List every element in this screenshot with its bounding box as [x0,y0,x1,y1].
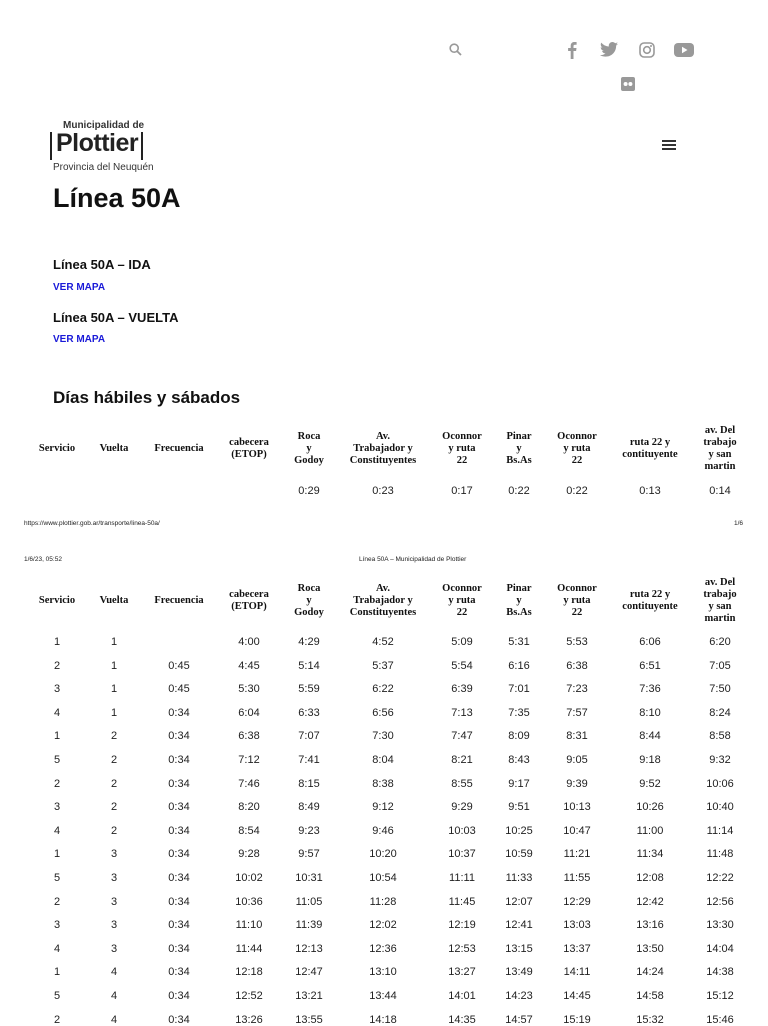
table-row-cell: 11:48 [706,848,734,861]
table-row-cell: 11:00 [636,824,664,837]
table-row-cell: 1 [110,683,118,696]
table-row-cell: 11:21 [563,848,591,861]
table-row-cell: 6:38 [238,730,260,743]
table-top-header-col-5 [350,431,417,467]
table-row-cell: 10:40 [706,801,734,814]
table-row-cell: 10:47 [563,824,591,837]
table-row-cell: 5 [53,754,61,766]
table-row-cell: 3 [53,683,61,696]
table-row-cell: 8:09 [508,730,530,743]
table-row-cell: 14:04 [706,942,734,955]
table-row-cell: 12:29 [563,895,591,908]
table-row-cell: 13:55 [295,1013,323,1026]
table-row-cell: 7:36 [639,683,661,696]
table-row-cell: 4:00 [238,636,260,648]
table-row-cell: 14:18 [369,1013,397,1026]
header-line: Roca [297,583,321,594]
table-row-cell: 11:45 [448,895,476,908]
table-row-cell: 14:23 [505,990,533,1002]
table-row-cell: 4 [53,942,61,955]
header-line: Trabajador y [353,595,413,606]
table-row-cell: 4 [53,706,61,719]
table-row-cell: 0:34 [168,990,190,1002]
header-line: av. Del [704,577,736,588]
table-row-cell: 2 [53,777,61,790]
table-row-cell: 9:32 [709,754,731,766]
table-row-cell: 9:51 [508,801,530,814]
table-row-cell: 8:43 [508,754,530,766]
header-line: y [516,443,522,454]
pdf-header-date: 1/6/23, 05:52 [24,556,62,563]
table-row-cell: 7:47 [451,730,473,743]
header-line: Oconnor [442,583,482,594]
table-row-cell: 2 [110,801,118,814]
table-row-cell: 11:11 [449,872,475,884]
table-row-cell: 1 [53,636,61,648]
table-row-cell: 6:20 [709,636,731,648]
header-line: trabajo [703,437,737,448]
table-row-cell: 13:27 [448,966,476,979]
table-row-cell: 6:16 [508,659,530,672]
header-line: y [516,595,522,606]
table-row-cell: 10:02 [235,872,263,884]
table-row-cell: 3 [110,942,118,955]
table-row-cell: 1 [53,966,61,979]
table-row-cell: 10:13 [563,801,591,814]
table-row-cell: 9:12 [372,801,394,814]
header-line: Roca [297,431,321,442]
table-top-header-col-3 [229,437,269,461]
table-row-cell: 3 [53,919,61,932]
page-title: Línea 50A [53,183,181,213]
table-row-cell: 0:34 [168,730,190,743]
header-line: Av. [375,431,391,442]
table-top-header-col-6 [442,431,482,467]
table-row-cell: 12:08 [636,872,664,884]
table-row-cell: 2 [53,659,61,672]
table-row-cell: 7:05 [709,659,731,672]
table-header-col-6 [442,583,482,619]
table-row-cell: 9:17 [508,777,530,790]
header-line: Pinar [506,583,532,594]
table-header-col-0 [39,595,75,607]
vuelta-title: Línea 50A – VUELTA [53,310,179,325]
header-line: cabecera [229,589,269,600]
table-row-cell: 2 [110,754,118,766]
table-row-cell: 0:45 [168,659,190,672]
table-row-cell: 6:39 [451,683,473,696]
table-row-cell: 1 [110,659,118,672]
header-line: Pinar [506,431,532,442]
table-row-cell: 11:39 [295,919,323,932]
table-row-cell: 12:07 [505,895,533,908]
header-line: y ruta [448,443,476,454]
table-row-cell: 7:12 [238,754,260,766]
table-row-cell: 10:37 [448,848,476,861]
table-row-cell: 11:55 [563,872,591,884]
header-line: Godoy [294,455,324,466]
header-line: y ruta [563,443,591,454]
table-row-cell: 13:16 [636,919,664,932]
header-line: martin [704,461,736,472]
table-row-cell: 13:37 [563,942,591,955]
table-row-cell: 2 [110,730,118,743]
table-row-cell: 10:06 [706,777,734,790]
table-row-cell: 12:52 [235,990,263,1002]
header-line: 22 [456,455,468,466]
header-line: Trabajador y [353,443,413,454]
header-line: (ETOP) [231,601,267,612]
table-row-cell: 12:53 [448,942,476,955]
table-row-cell: 3 [110,872,118,884]
header-line: y san [708,449,732,460]
table-row-cell: 15:12 [706,990,734,1002]
table-row-cell: 10:25 [505,824,533,837]
header-line: Vuelta [99,443,129,454]
table-row-cell: 7:30 [372,730,394,743]
table-row-cell: 10:36 [235,895,263,908]
table-row-cell: 6:06 [639,636,661,648]
municipality-logo[interactable] [50,120,154,174]
table-top-header-col-7 [506,431,531,467]
table-row-cell: 3 [110,895,118,908]
table-row-cell: 7:50 [709,683,731,696]
logo-left-bar [50,132,52,160]
header-line: 22 [571,607,583,618]
table-row-cell: 10:54 [369,872,397,884]
table-header-col-3 [229,589,269,613]
header-line: trabajo [703,589,737,600]
table-row-cell: 0:34 [168,942,190,955]
header-line: av. Del [704,425,736,436]
table-row-cell: 5:14 [298,659,320,672]
table-row-cell: 8:49 [298,801,320,814]
table-header-col-9 [622,589,677,613]
table-row-cell: 0:34 [168,754,190,766]
table-row-cell: 4 [110,966,118,979]
table-row-cell: 9:52 [639,777,661,790]
table-row-cell: 5:09 [451,636,473,648]
table-row-cell: 13:49 [505,966,533,979]
table-header-col-5 [350,583,417,619]
table-row-cell: 0:34 [168,824,190,837]
table-row-cell: 6:38 [566,659,588,672]
table-header-col-1 [100,595,129,607]
table-row-cell: 9:23 [298,824,320,837]
facebook-icon[interactable] [567,41,577,59]
table-top-row-cell: 0:22 [566,485,588,497]
table-row-cell: 7:13 [451,706,473,719]
table-row-cell: 8:58 [709,730,731,743]
table-top-row-cell: 0:17 [451,485,473,497]
table-row-cell: 12:19 [448,919,476,932]
search-icon[interactable] [449,43,462,56]
table-row-cell: 11:44 [235,942,263,955]
table-row-cell: 8:20 [238,801,260,814]
table-row-cell: 11:28 [369,895,397,908]
table-row-cell: 8:31 [566,730,588,743]
header-line: Frecuencia [154,595,204,606]
table-row-cell: 1 [110,636,118,648]
table-top-row-cell: 0:22 [508,485,530,497]
table-row-cell: 0:34 [168,706,190,719]
table-row-cell: 6:22 [372,683,394,696]
logo-top-text: Municipalidad de [63,120,145,131]
table-row-cell: 14:38 [706,966,734,979]
table-top-header-col-0 [39,443,75,455]
table-row-cell: 14:57 [505,1013,533,1026]
header-line: ruta 22 y [629,437,671,448]
table-header-col-10 [703,577,736,625]
header-line: Vuelta [99,595,129,606]
table-row-cell: 13:26 [235,1013,263,1026]
table-row-cell: 15:46 [706,1013,734,1026]
header-line: y san [708,601,732,612]
table-row-cell: 7:41 [298,754,320,766]
table-row-cell: 10:26 [636,801,664,814]
table-row-cell: 7:35 [508,706,530,719]
table-top-row-cell: 0:29 [298,485,320,497]
table-row-cell: 12:18 [235,966,263,979]
table-row-cell: 7:01 [508,683,530,696]
table-row-cell: 0:34 [168,801,190,814]
table-row-cell: 0:34 [168,1013,190,1026]
table-row-cell: 3 [110,919,118,932]
header-line: Servicio [38,595,76,606]
table-row-cell: 9:39 [566,777,588,790]
table-row-cell: 5 [53,990,61,1002]
table-row-cell: 9:29 [451,801,473,814]
table-row-cell: 13:21 [295,990,323,1002]
header-line: Bs.As [506,455,532,466]
table-row-cell: 9:46 [372,824,394,837]
table-row-cell: 8:21 [451,754,473,766]
table-header-col-4 [294,583,324,619]
table-row-cell: 0:34 [168,966,190,979]
table-header-col-8 [557,583,597,619]
header-line: ruta 22 y [629,589,671,600]
header-line: y ruta [448,595,476,606]
table-row-cell: 0:34 [168,919,190,932]
table-row-cell: 3 [110,848,118,861]
header-line: y [306,595,312,606]
table-row-cell: 2 [110,777,118,790]
table-row-cell: 12:36 [369,942,397,955]
table-row-cell: 9:05 [566,754,588,766]
table-row-cell: 2 [53,1013,61,1026]
table-row-cell: 9:57 [298,848,320,861]
table-row-cell: 8:54 [238,824,260,837]
header-line: 22 [571,455,583,466]
table-row-cell: 7:23 [566,683,588,696]
table-row-cell: 11:34 [636,848,664,861]
header-line: Oconnor [442,431,482,442]
table-row-cell: 1 [53,848,61,861]
header-line: Av. [375,583,391,594]
table-header-col-2 [154,595,203,607]
header-line: Constituyentes [349,607,417,618]
table-header-col-7 [506,583,531,619]
table-row-cell: 12:56 [706,895,734,908]
header-line: Godoy [294,607,324,618]
header-line: Frecuencia [154,443,204,454]
table-row-cell: 6:33 [298,706,320,719]
table-top-header-col-9 [622,437,677,461]
pdf-header-title: Línea 50A – Municipalidad de Plottier [359,556,467,563]
table-row-cell: 11:33 [505,872,533,884]
table-row-cell: 13:03 [563,919,591,932]
instagram-icon[interactable] [639,42,655,58]
table-top-header-col-2 [154,443,203,455]
vuelta-map-link[interactable]: VER MAPA [53,334,106,345]
table-row-cell: 12:47 [295,966,323,979]
table-row-cell: 5:37 [372,659,394,672]
table-row-cell: 12:02 [369,919,397,932]
table-row-cell: 14:11 [563,966,591,979]
table-row-cell: 14:35 [448,1013,476,1026]
table-top-header-col-8 [557,431,597,467]
header-line: y ruta [563,595,591,606]
table-row-cell: 10:59 [505,848,533,861]
table-row-cell: 13:50 [636,942,664,955]
flickr-icon[interactable] [621,77,635,91]
table-row-cell: 8:24 [709,706,731,719]
header-line: contituyente [622,601,678,612]
table-top-header-col-10 [703,425,736,473]
logo-name: Plottier [56,129,139,157]
table-row-cell: 2 [53,895,61,908]
table-row-cell: 8:55 [451,777,473,790]
table-row-cell: 9:28 [238,848,260,861]
table-row-cell: 4:52 [372,636,394,648]
table-row-cell: 5:31 [508,636,530,648]
table-row-cell: 7:57 [566,706,588,719]
table-row-cell: 12:22 [706,872,734,884]
table-row-cell: 14:24 [636,966,664,979]
table-row-cell: 4 [110,1013,118,1026]
table-top-row-cell: 0:23 [372,485,394,497]
ida-title: Línea 50A – IDA [53,257,151,272]
table-row-cell: 8:04 [372,754,394,766]
table-row-cell: 14:01 [448,990,476,1002]
table-row-cell: 12:42 [636,895,664,908]
table-top-header-col-4 [294,431,324,467]
table-row-cell: 15:32 [636,1013,664,1026]
table-row-cell: 9:18 [639,754,661,766]
header-line: 22 [456,607,468,618]
table-row-cell: 4:29 [298,636,320,648]
table-row-cell: 8:44 [639,730,661,743]
table-row-cell: 8:38 [372,777,394,790]
table-row-cell: 8:10 [639,706,661,719]
table-row-cell: 11:14 [706,824,734,837]
table-row-cell: 12:13 [295,942,323,955]
table-row-cell: 5 [53,872,61,884]
table-row-cell: 13:44 [369,990,397,1002]
table-top-row-cell: 0:14 [709,485,731,497]
table-row-cell: 1 [110,706,118,719]
table-row-cell: 11:10 [235,919,263,932]
table-row-cell: 5:53 [566,636,588,648]
header-line: contituyente [622,449,678,460]
table-row-cell: 12:41 [505,919,533,932]
header-line: Bs.As [506,607,532,618]
header-line: cabecera [229,437,269,448]
table-row-cell: 13:15 [505,942,533,955]
table-row-cell: 8:15 [298,777,320,790]
pdf-footer-url: https://www.plottier.gob.ar/transporte/linea-50a/ [24,520,160,527]
table-row-cell: 14:45 [563,990,591,1002]
table-row-cell: 5:30 [238,683,260,696]
table-row-cell: 4:45 [238,659,260,672]
header-line: y [306,443,312,454]
logo-right-bar [141,132,143,160]
header-line: (ETOP) [231,449,267,460]
table-row-cell: 2 [110,824,118,837]
table-row-cell: 4 [110,990,118,1002]
table-row-cell: 13:30 [706,919,734,932]
twitter-icon[interactable] [600,42,618,57]
table-row-cell: 0:34 [168,895,190,908]
menu-icon[interactable] [662,140,676,150]
table-row-cell: 0:34 [168,872,190,884]
youtube-icon[interactable] [674,43,694,57]
table-row-cell: 11:05 [295,895,323,908]
header-line: Constituyentes [349,455,417,466]
table-row-cell: 3 [53,801,61,814]
table-row-cell: 4 [53,824,61,837]
header-line: martin [704,613,736,624]
table-row-cell: 7:07 [298,730,320,743]
table-row-cell: 10:20 [369,848,397,861]
table-row-cell: 0:34 [168,777,190,790]
table-row-cell: 5:59 [298,683,320,696]
table-row-cell: 15:19 [563,1013,591,1026]
table-row-cell: 1 [53,730,61,743]
table-row-cell: 10:03 [448,824,476,837]
header-line: Servicio [38,443,76,454]
table-row-cell: 6:51 [639,659,661,672]
table-row-cell: 0:34 [168,848,190,861]
table-row-cell: 7:46 [238,777,260,790]
table-row-cell: 6:56 [372,706,394,719]
table-row-cell: 6:04 [238,706,260,719]
table-row-cell: 10:31 [295,872,323,884]
header-line: Oconnor [557,583,597,594]
table-top-header-col-1 [100,443,129,455]
ida-map-link[interactable]: VER MAPA [53,282,106,293]
table-row-cell: 14:58 [636,990,664,1002]
pdf-footer-page: 1/6 [734,520,744,527]
table-row-cell: 0:45 [168,683,190,696]
table-top-row-cell: 0:13 [639,485,661,497]
table-row-cell: 13:10 [369,966,397,979]
header-line: Oconnor [557,431,597,442]
section-title: Días hábiles y sábados [53,388,241,407]
logo-bottom-text: Provincia del Neuquén [53,162,154,173]
table-row-cell: 5:54 [451,659,473,672]
